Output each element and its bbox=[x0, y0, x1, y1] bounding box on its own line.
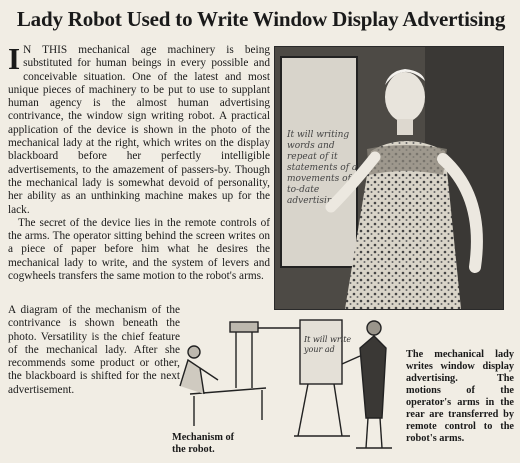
robot-photo-illustration bbox=[275, 47, 503, 309]
paragraph-1-text: N THIS mechanical age machinery is being substituted for human beings in every possible and conceivable situation. One of the latest and most unique pieces of machinery to be put to use to supplant human agency is the almost human advertising contrivance, the window sign writing robot. A practical application of the device is shown in the photo of the mechanical lady at the right, which writes on the display blackboard before her perfectly intelligible advertisements, to the amazement of passers-by. Though the mechanical lady is somewhat devoid of personality, her ability as an unthinking machine makes up for the lack. bbox=[8, 44, 270, 216]
photo-caption: The mechanical lady writes window display advertising. The motions of the operator's arms in the rear are transferred by remote control to the robot's arms. bbox=[406, 349, 514, 444]
paragraph-3: A diagram of the mechanism of the contrivance is shown beneath the photo. Versatility is the chief feature of the mechanical lady. After she recommends some product or other, the blackboard is shifted for the next advertisement. bbox=[8, 304, 180, 396]
diagram-board-writing: It will write your ad bbox=[304, 335, 352, 354]
robot-head bbox=[385, 72, 425, 122]
paragraph-1 bbox=[8, 41, 270, 217]
drop-cap: I bbox=[8, 41, 21, 76]
article-body bbox=[8, 41, 270, 283]
diagram-caption: Mechanism of the robot. bbox=[172, 432, 235, 455]
display-blackboard bbox=[281, 57, 357, 267]
article-body-narrow bbox=[8, 304, 180, 397]
diagram-robot bbox=[360, 336, 386, 418]
headline: Lady Robot Used to Write Window Display Advertising bbox=[16, 7, 506, 31]
robot-photo bbox=[274, 46, 504, 310]
paragraph-2: The secret of the device lies in the remote controls of the arms. The operator sitting behind the screen writes on a piece of paper before him what he desires the mechanical lady to write, and the system of levers and cogwheels transfers the same motion to the robot's arms. bbox=[8, 216, 270, 283]
blackboard-writing: It will writing words and repeat of it statements of all movements of to-date advertising bbox=[287, 130, 364, 206]
